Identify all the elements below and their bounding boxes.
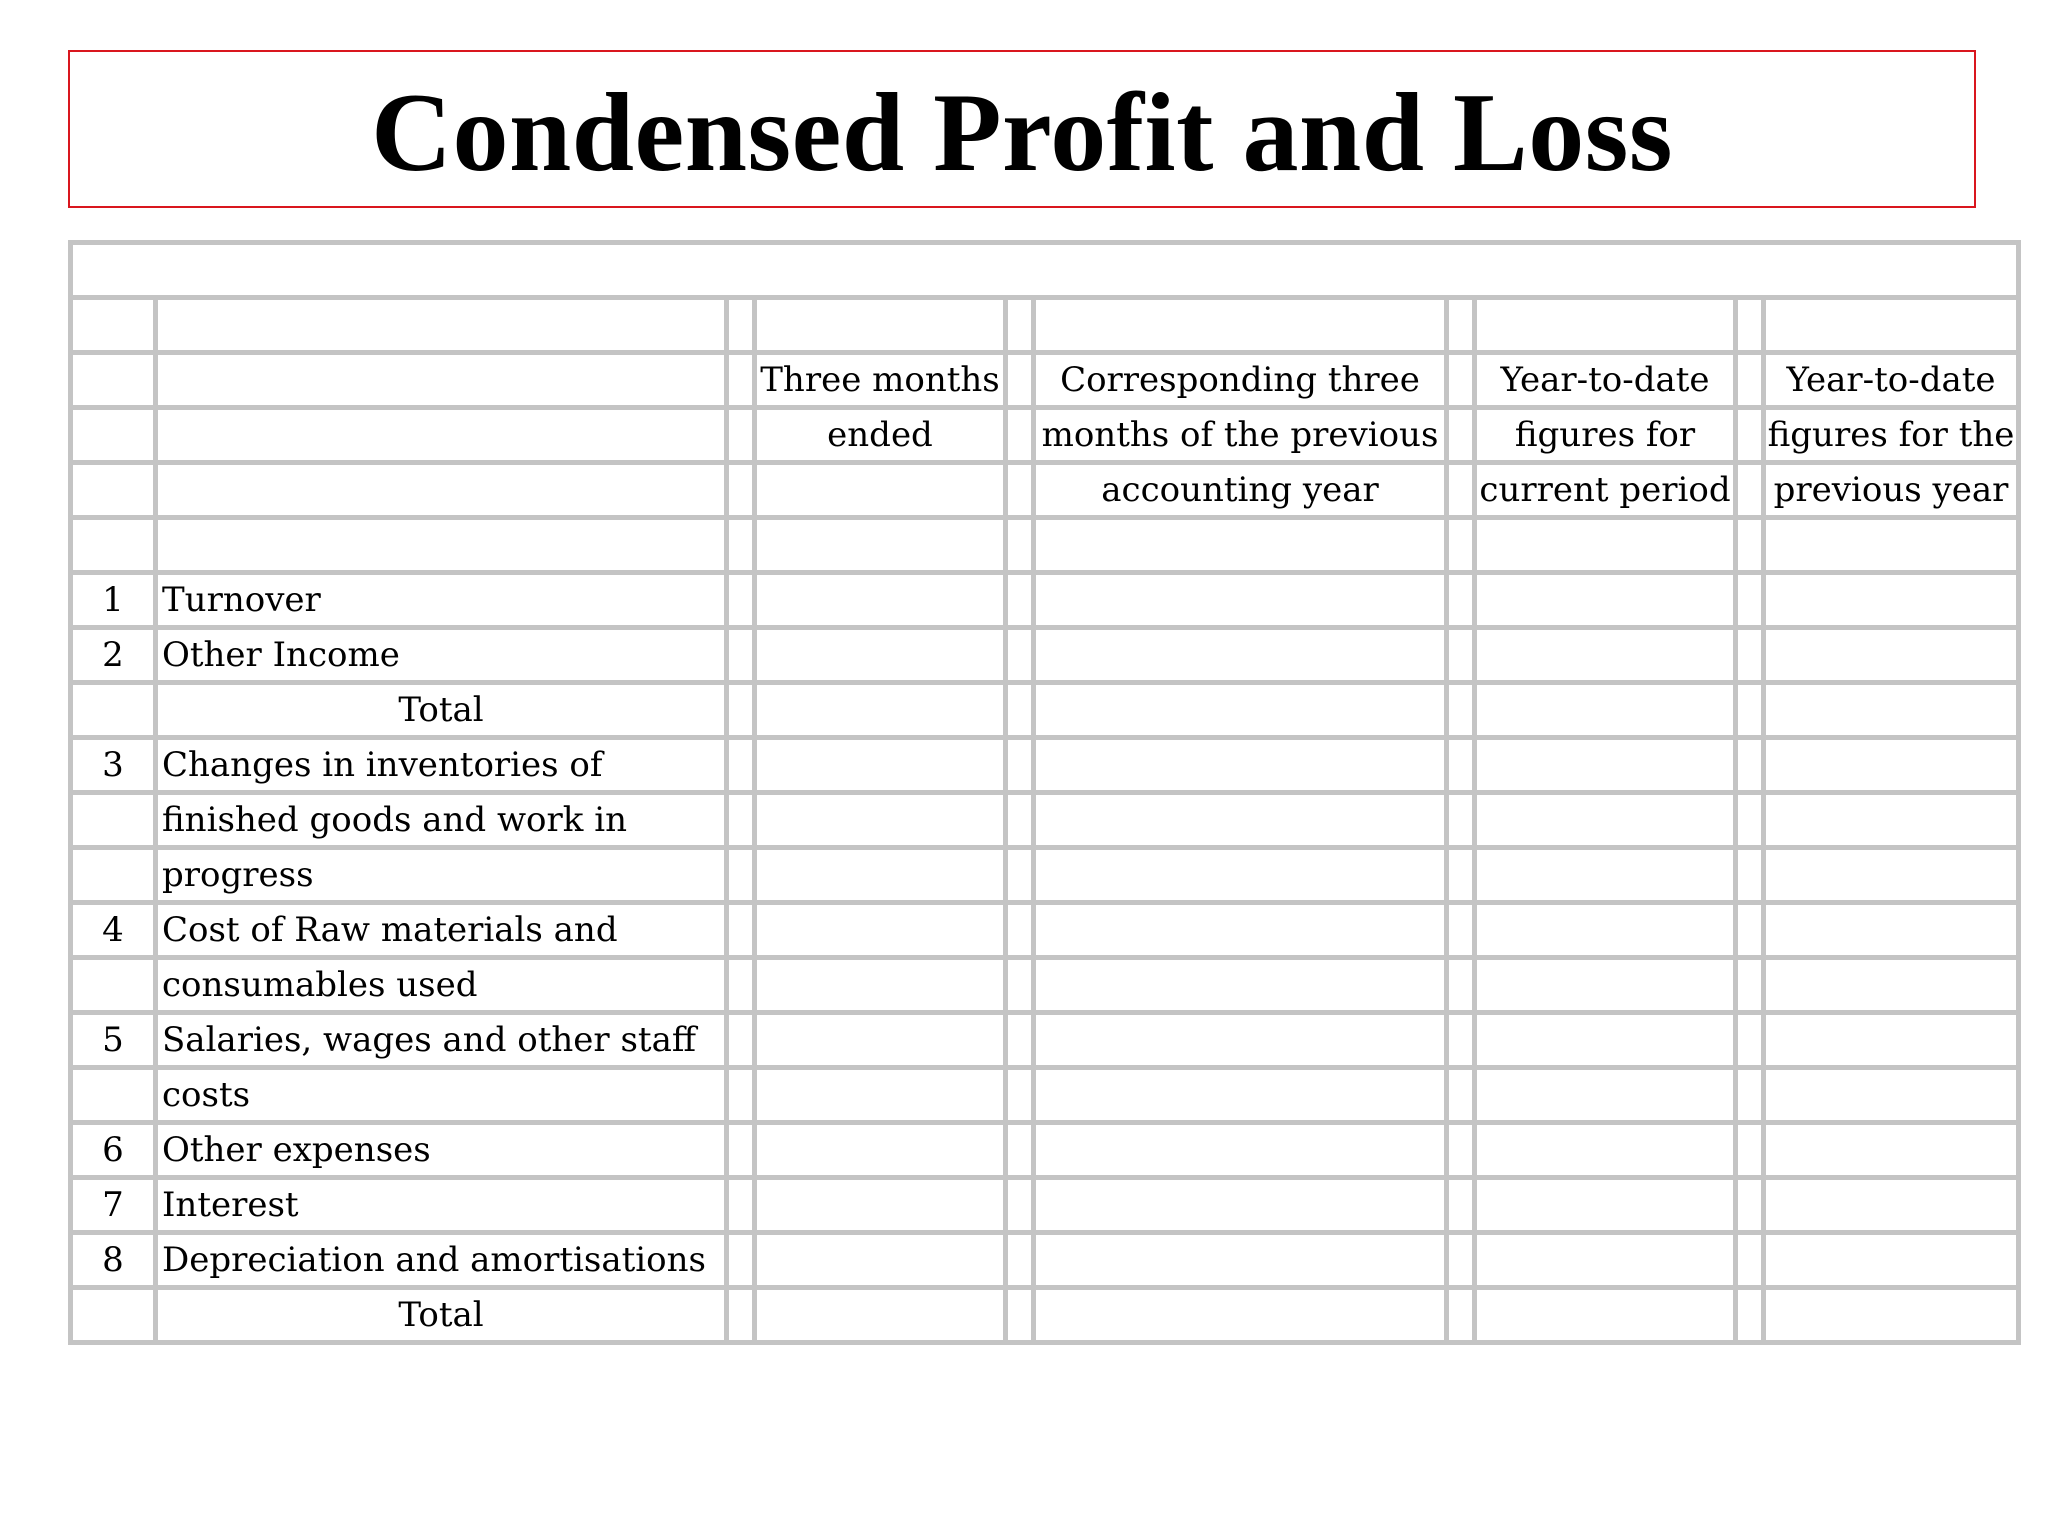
column-header-row	[73, 465, 2016, 515]
gap-cell	[729, 575, 752, 625]
value-cell-ytd-previous	[1766, 1015, 2016, 1065]
gap-cell	[729, 795, 752, 845]
gap-cell	[729, 1070, 752, 1120]
gap-cell	[1449, 905, 1472, 955]
row-label: Depreciation and amortisations	[158, 1235, 724, 1285]
row-number	[73, 795, 153, 845]
value-cell-corresponding-three-months	[1036, 1290, 1444, 1340]
gap-cell	[1008, 1235, 1031, 1285]
value-cell-ytd-previous	[1766, 685, 2016, 735]
value-cell-ytd-previous	[1766, 795, 2016, 845]
gap-cell	[1449, 575, 1472, 625]
table-row	[73, 850, 2016, 900]
gap-cell	[1738, 575, 1761, 625]
gap-cell	[729, 905, 752, 955]
value-cell-three-months	[757, 1015, 1003, 1065]
value-cell-ytd-current	[1477, 1290, 1733, 1340]
col4-header-line: previous year	[1766, 465, 2016, 515]
row-number	[73, 1290, 153, 1340]
gap-cell	[1738, 740, 1761, 790]
row-label: Changes in inventories of	[158, 740, 724, 790]
row-number: 5	[73, 1015, 153, 1065]
table-row	[73, 1290, 2016, 1340]
col3-header-line: Year-to-date	[1477, 355, 1733, 405]
value-cell-corresponding-three-months	[1036, 685, 1444, 735]
gap-cell	[729, 740, 752, 790]
gap-cell	[1738, 630, 1761, 680]
gap-cell	[1449, 1180, 1472, 1230]
gap-cell	[1449, 960, 1472, 1010]
value-cell-ytd-current	[1477, 685, 1733, 735]
row-number: 3	[73, 740, 153, 790]
value-cell-three-months	[757, 1235, 1003, 1285]
value-cell-corresponding-three-months	[1036, 575, 1444, 625]
row-label: Turnover	[158, 575, 724, 625]
row-number: 1	[73, 575, 153, 625]
value-cell-corresponding-three-months	[1036, 795, 1444, 845]
gap-cell	[1008, 1125, 1031, 1175]
gap-cell	[1738, 1125, 1761, 1175]
gap-cell	[1738, 1015, 1761, 1065]
gap-cell	[1008, 685, 1031, 735]
row-label: Other Income	[158, 630, 724, 680]
col4-header-line: Year-to-date	[1766, 355, 2016, 405]
value-cell-ytd-current	[1477, 795, 1733, 845]
col2-header-line: accounting year	[1036, 465, 1444, 515]
value-cell-ytd-current	[1477, 630, 1733, 680]
value-cell-three-months	[757, 795, 1003, 845]
gap-cell	[1449, 685, 1472, 735]
gap-cell	[1449, 795, 1472, 845]
col3-header-line: current period	[1477, 465, 1733, 515]
gap-cell	[729, 1125, 752, 1175]
gap-cell	[729, 960, 752, 1010]
row-number	[73, 1070, 153, 1120]
gap-cell	[1008, 850, 1031, 900]
value-cell-corresponding-three-months	[1036, 740, 1444, 790]
gap-cell	[1008, 960, 1031, 1010]
gap-cell	[729, 1290, 752, 1340]
value-cell-ytd-previous	[1766, 1125, 2016, 1175]
value-cell-ytd-previous	[1766, 850, 2016, 900]
table-row	[73, 685, 2016, 735]
value-cell-ytd-current	[1477, 960, 1733, 1010]
table-row	[73, 740, 2016, 790]
value-cell-ytd-current	[1477, 850, 1733, 900]
row-label: Interest	[158, 1180, 724, 1230]
value-cell-ytd-previous	[1766, 1180, 2016, 1230]
column-header-row	[73, 355, 2016, 405]
row-number: 4	[73, 905, 153, 955]
table-top-row	[73, 245, 2016, 295]
gap-cell	[1738, 960, 1761, 1010]
gap-cell	[1008, 1180, 1031, 1230]
gap-cell	[729, 1015, 752, 1065]
gap-cell	[729, 685, 752, 735]
row-label: Total	[158, 685, 724, 735]
gap-cell	[1008, 795, 1031, 845]
gap-cell	[1449, 1235, 1472, 1285]
value-cell-corresponding-three-months	[1036, 1015, 1444, 1065]
row-number	[73, 960, 153, 1010]
gap-cell	[1449, 1015, 1472, 1065]
col1-header-line: Three months	[757, 355, 1003, 405]
value-cell-ytd-current	[1477, 1015, 1733, 1065]
table-row	[73, 1235, 2016, 1285]
col3-header-line: figures for	[1477, 410, 1733, 460]
value-cell-three-months	[757, 1070, 1003, 1120]
gap-cell	[729, 1180, 752, 1230]
table-row	[73, 1180, 2016, 1230]
value-cell-corresponding-three-months	[1036, 1125, 1444, 1175]
value-cell-ytd-current	[1477, 1070, 1733, 1120]
value-cell-three-months	[757, 630, 1003, 680]
row-label: Cost of Raw materials and	[158, 905, 724, 955]
gap-cell	[1008, 905, 1031, 955]
gap-cell	[729, 850, 752, 900]
table-spacer-row	[73, 300, 2016, 350]
column-header-row	[73, 410, 2016, 460]
row-label: consumables used	[158, 960, 724, 1010]
col1-header-line: ended	[757, 410, 1003, 460]
table-row	[73, 1070, 2016, 1120]
row-label: costs	[158, 1070, 724, 1120]
table-row	[73, 1125, 2016, 1175]
row-number	[73, 850, 153, 900]
row-number: 6	[73, 1125, 153, 1175]
value-cell-ytd-current	[1477, 740, 1733, 790]
table-row	[73, 575, 2016, 625]
value-cell-ytd-previous	[1766, 905, 2016, 955]
gap-cell	[729, 630, 752, 680]
col4-header-line: figures for the	[1766, 410, 2016, 460]
table-row	[73, 630, 2016, 680]
value-cell-ytd-current	[1477, 1125, 1733, 1175]
value-cell-corresponding-three-months	[1036, 905, 1444, 955]
gap-cell	[1738, 1070, 1761, 1120]
value-cell-corresponding-three-months	[1036, 850, 1444, 900]
value-cell-three-months	[757, 685, 1003, 735]
value-cell-corresponding-three-months	[1036, 1070, 1444, 1120]
table-row	[73, 905, 2016, 955]
col2-header-line: Corresponding three	[1036, 355, 1444, 405]
gap-cell	[1449, 850, 1472, 900]
value-cell-ytd-current	[1477, 1180, 1733, 1230]
profit-loss-sheet	[68, 240, 2015, 1338]
value-cell-three-months	[757, 905, 1003, 955]
value-cell-three-months	[757, 1290, 1003, 1340]
gap-cell	[729, 1235, 752, 1285]
gap-cell	[1449, 740, 1472, 790]
value-cell-ytd-previous	[1766, 575, 2016, 625]
value-cell-three-months	[757, 850, 1003, 900]
value-cell-ytd-previous	[1766, 630, 2016, 680]
col1-header-line	[757, 465, 1003, 515]
value-cell-three-months	[757, 1180, 1003, 1230]
value-cell-three-months	[757, 740, 1003, 790]
title-box	[68, 50, 1976, 208]
value-cell-three-months	[757, 1125, 1003, 1175]
value-cell-ytd-previous	[1766, 1070, 2016, 1120]
gap-cell	[1738, 850, 1761, 900]
row-number: 2	[73, 630, 153, 680]
table-spacer-row	[73, 520, 2016, 570]
gap-cell	[1738, 1180, 1761, 1230]
value-cell-corresponding-three-months	[1036, 960, 1444, 1010]
row-label: Other expenses	[158, 1125, 724, 1175]
table-top-cell	[73, 245, 2016, 295]
gap-cell	[1008, 1015, 1031, 1065]
value-cell-three-months	[757, 575, 1003, 625]
value-cell-three-months	[757, 960, 1003, 1010]
value-cell-ytd-previous	[1766, 960, 2016, 1010]
value-cell-ytd-previous	[1766, 1235, 2016, 1285]
value-cell-ytd-current	[1477, 905, 1733, 955]
value-cell-corresponding-three-months	[1036, 1180, 1444, 1230]
row-number: 7	[73, 1180, 153, 1230]
gap-cell	[1008, 740, 1031, 790]
gap-cell	[1008, 1290, 1031, 1340]
gap-cell	[1449, 1070, 1472, 1120]
gap-cell	[1008, 1070, 1031, 1120]
gap-cell	[1738, 1290, 1761, 1340]
value-cell-corresponding-three-months	[1036, 630, 1444, 680]
value-cell-ytd-current	[1477, 1235, 1733, 1285]
gap-cell	[1738, 1235, 1761, 1285]
gap-cell	[1738, 795, 1761, 845]
value-cell-ytd-current	[1477, 575, 1733, 625]
gap-cell	[1449, 1290, 1472, 1340]
gap-cell	[1008, 630, 1031, 680]
value-cell-corresponding-three-months	[1036, 1235, 1444, 1285]
value-cell-ytd-previous	[1766, 1290, 2016, 1340]
row-label: progress	[158, 850, 724, 900]
gap-cell	[1738, 905, 1761, 955]
row-number: 8	[73, 1235, 153, 1285]
gap-cell	[1449, 630, 1472, 680]
profit-loss-table	[68, 240, 2021, 1345]
row-label: finished goods and work in	[158, 795, 724, 845]
gap-cell	[1449, 1125, 1472, 1175]
row-label: Total	[158, 1290, 724, 1340]
page-title: Condensed Profit and Loss	[371, 71, 1673, 195]
table-row	[73, 1015, 2016, 1065]
gap-cell	[1008, 575, 1031, 625]
table-row	[73, 960, 2016, 1010]
table-row	[73, 795, 2016, 845]
row-label: Salaries, wages and other staff	[158, 1015, 724, 1065]
row-number	[73, 685, 153, 735]
gap-cell	[1738, 685, 1761, 735]
value-cell-ytd-previous	[1766, 740, 2016, 790]
col2-header-line: months of the previous	[1036, 410, 1444, 460]
